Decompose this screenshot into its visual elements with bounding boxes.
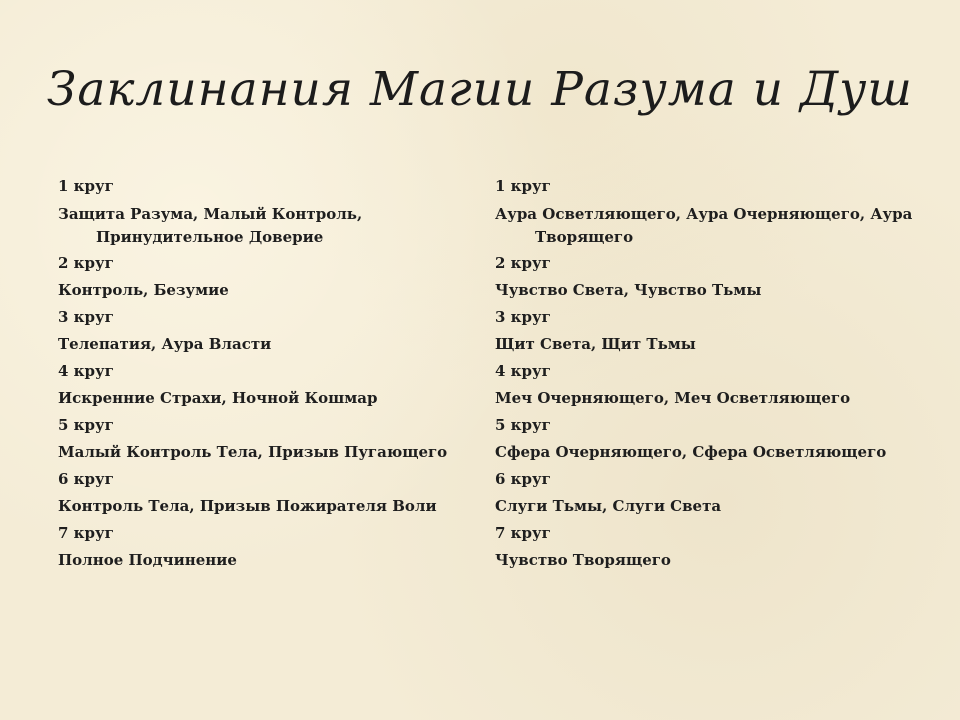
spell-list: Чувство Творящего: [495, 551, 671, 569]
spell-list: Чувство Света, Чувство Тьмы: [495, 281, 762, 299]
spell-list: Щит Света, Щит Тьмы: [495, 335, 696, 353]
spell-list: Меч Очерняющего, Меч Осветляющего: [495, 389, 851, 407]
circle-group: [495, 307, 915, 361]
spell-list: Контроль, Безумие: [58, 281, 229, 299]
circle-group: [495, 361, 915, 415]
spell-list: Телепатия, Аура Власти: [58, 335, 272, 353]
spell-list-line: Защита Разума, Малый Контроль,: [58, 205, 363, 223]
circle-label: 7 круг: [58, 524, 114, 542]
circle-group: [58, 469, 458, 523]
circle-group: [495, 253, 915, 307]
circle-label: 3 круг: [58, 308, 114, 326]
circle-group: [495, 469, 915, 523]
spell-list-line: Принудительное Доверие: [96, 228, 324, 246]
circle-group: [58, 176, 458, 253]
spell-list: Сфера Очерняющего, Сфера Осветляющего: [495, 443, 887, 461]
circle-label: 6 круг: [495, 470, 551, 488]
circle-label: 1 круг: [495, 177, 551, 195]
circle-label: 4 круг: [58, 362, 114, 380]
spell-list: Искренние Страхи, Ночной Кошмар: [58, 389, 378, 407]
slide-title: Заклинания Магии Разума и Душ: [47, 62, 913, 117]
soul-magic-column: [495, 176, 915, 577]
circle-label: 2 круг: [58, 254, 114, 272]
spell-list: [58, 203, 458, 253]
circle-group: [495, 176, 915, 253]
spell-list: Слуги Тьмы, Слуги Света: [495, 497, 722, 515]
circle-group: [495, 415, 915, 469]
spell-list: Малый Контроль Тела, Призыв Пугающего: [58, 443, 448, 461]
circle-label: 7 круг: [495, 524, 551, 542]
circle-label: 5 круг: [58, 416, 114, 434]
circle-group: [58, 523, 458, 577]
circle-label: 6 круг: [58, 470, 114, 488]
circle-label: 1 круг: [58, 177, 114, 195]
spell-list: [495, 203, 915, 253]
circle-label: 3 круг: [495, 308, 551, 326]
circle-label: 2 круг: [495, 254, 551, 272]
spell-list-line: Творящего: [535, 228, 634, 246]
circle-group: [495, 523, 915, 577]
spell-list-line: Аура Осветляющего, Аура Очерняющего, Аура: [495, 205, 913, 223]
circle-group: [58, 415, 458, 469]
spell-list: Полное Подчинение: [58, 551, 237, 569]
circle-group: [58, 307, 458, 361]
spell-list: Контроль Тела, Призыв Пожирателя Воли: [58, 497, 437, 515]
mind-magic-column: [58, 176, 458, 577]
circle-label: 5 круг: [495, 416, 551, 434]
circle-group: [58, 253, 458, 307]
circle-label: 4 круг: [495, 362, 551, 380]
circle-group: [58, 361, 458, 415]
